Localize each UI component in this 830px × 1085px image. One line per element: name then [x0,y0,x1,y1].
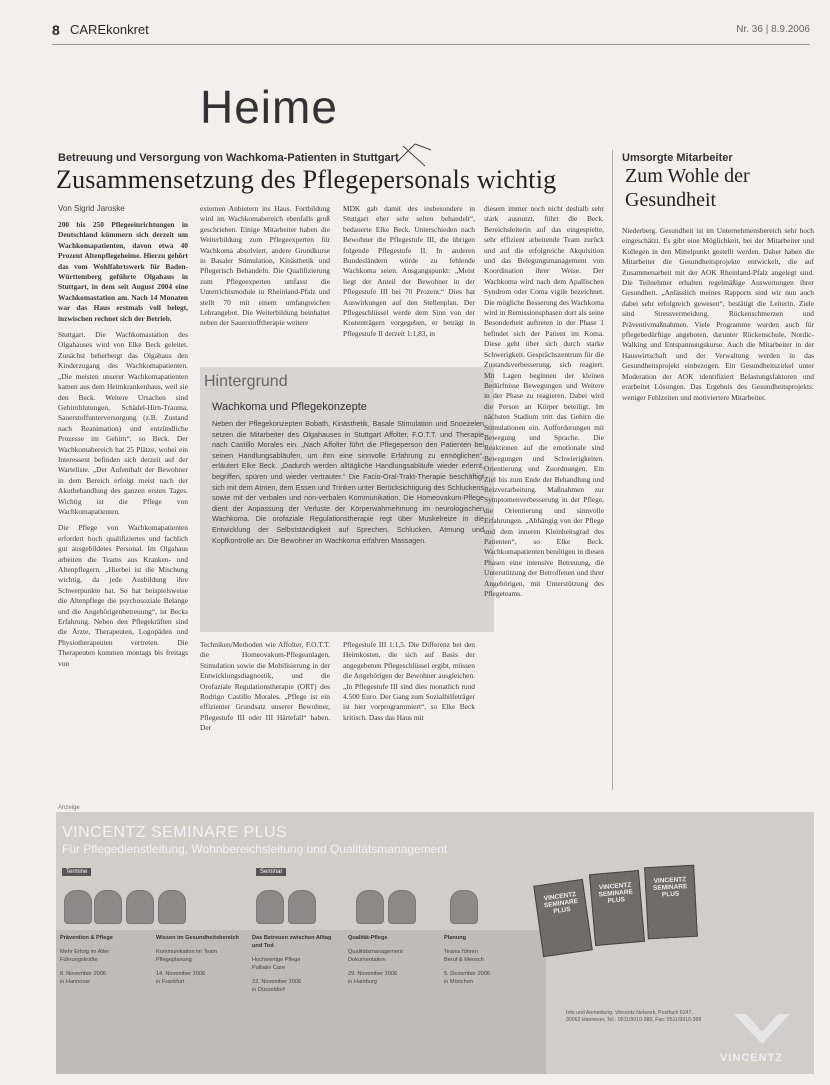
seminar-heading: Prävention & Pflege [60,935,113,941]
seminar-column[interactable] [444,934,534,986]
article-column-2-top [200,204,330,364]
seminar-line: Beruf & Mensch [444,957,484,963]
seminar-line: Palliativ Care [252,965,285,971]
seminar-column[interactable] [252,934,342,994]
article-paragraph: diesem immer noch nicht deshalb sehr stark ausnutzt, führt die Beck. Bereichsleiterin auf das eingespielte, sehr effizient arbeitende Team zurück und auf die erfolgreiche Akquisition und das Belegungsmanagement von Koordination ihrer Weise. Der Wachkoma wird nach dem Apallischen Syndrom oder Coma vigile bezeichnet. Die mögliche Besserung des Wachkoma wird in Remissionsphasen dort als seine Besonderheit auftreten in der Phase 1 befindet sich der Patient im Koma. Diese geht über sich durch starke Schwerigkeit. Gesprächszentrum für die Zustandsverbesserung, sich reagiert. Mit Lagen beginnen der kleinen Bedürfnisse Bewegungen und Weitere in der Phase zu reagieren. Dabei wird die Person an Körper beteiligt. Im nächsten Stadium tritt das Gehirn die Stimulationen ein. Aufforderungen mit Bewegung und Sprache. Die Reaktionen auf die emotionale sind Bewegungen und Schwierigkeiten. Orientierung und Zuordnungen. Ein Ziel bis zum Ende der Behandlung und Reizverarbeitung. Maßnahmen zur Symptomenverbesserung in der Pflege, die Orientierung und sinnvolle Erfahrungen. „Abhängig von der Pflege und dem inneren Kleinheitsgrad des Patienten“, so Elke Beck. Wachkomapatienten benötigen in diesen Phasen eine intensive Betreuung, die Unterstützung der Betroffenen und ihrer Angehörigen, mit Unterstützung des Pflegeteams. [484,204,604,599]
ad-subtitle: Für Pflegedienstleitung, Wohnbereichsleitung und Qualitätsmanagement [62,842,448,856]
brochure-stack [534,864,704,994]
seminar-location: in München [444,979,473,985]
seminar-line: Kommunikation im Team [156,949,218,955]
column-divider [612,150,613,790]
seminar-date: 5. Dezember 2006 [444,971,491,977]
seminar-location: in Hamburg [348,979,377,985]
seminar-location: in Düsseldorf [252,987,285,993]
brochure: VINCENTZ SEMINARE PLUS [644,865,698,940]
ad-chip: Termine [62,868,91,876]
seminar-column[interactable] [348,934,438,986]
seminar-line: Führungskräfte [60,957,98,963]
seminar-location: in Frankfurt [156,979,185,985]
speaker-photo [158,890,186,924]
article-column-2-bottom [200,640,330,798]
article-paragraph: Stuttgart. Die Wachkomastation des Olgahauses wird von Elke Beck geleitet. Zunächst beherbergt das Olgahaus den Kinderzugang des Wachkomapatienten. „Die meisten unserer Wachkomapatienten kamen aus dem Heimkrankenhaus, weil sie den Beck. Weitere Ursachen sind Gehirnblutungen, Schädel-Hirn-Trauma, Sauerstoffunterversorgung (z.B. Zustand nach Reanimation) und entzündliche Prozesse im Gehirn“, so Beck. Der Wachkomabereich hat 25 Plätze, wobei ein Interessent befinden sich derzeit auf der Warteliste. „Der Aufenthalt der Bewohner in dem Bereich erfolgt meist nach der Akutbehandlung des ganzen ersten Tages. Wichtig ist die Pflege von Wachkomapatienten. [58,330,188,516]
box-body: Neben der Pflegekonzepten Bobath, Kinästhetik, Basale Stimulation und Snoezelen setzen die Mitarbeiter des Olgahauses in Stuttgart Affolter, F.O.T.T. und Therapie nach Castillo Morales ein. „Nach Affolter führt die Pflegeperson den Patienten bei seinen Handlungsabläufen, um ihm eine sinnvolle Erfahrung zu ermöglichen“, erläutert Elke Beck. „Dadurch werden alltägliche Handlungsabläufe wieder erlernt, begriffen, spüren und wieder vertrauter.“ Die Facio-Oral-Trakt-Therapie beschäftigt sich mit dem Atmen, dem Essen und Trinken unter Berücksichtigung des Schluckens sowie mit der verbalen und non-verbalen Kommunikation. Die Homeovakum-Pflege dient der Anpassung der Verluste der Körperwahrnehmung im neurologischen Wachkoma. Die orofaziale Regulationstherapie regt über Muskelreize in die Entwicklung der Selbstständigkeit auf Sprechen, Schlucken, Atmung und Kopfkontrolle an. Die Bewohner im Wachkoma erfahren Massagen. [212,419,484,545]
section-title: Heime [200,81,338,133]
seminar-line: Qualitätsmanagement [348,949,403,955]
background-box [200,367,494,632]
brand-name: CAREkonkret [70,22,149,37]
article-paragraph: externen Anbietern ins Haus. Fortbildung wird im Wachkomabereich ebenfalls groß geschrieben. Einige Mitarbeiter haben die Weiterbildung zum Pflegeexperten für Wachkoma absolviert, andere Grundkurse in Basaler Stimulation, Kinästhetik und Pflegerisch Behandeln. Die Qualifizierung zum Pflegeexperten umfasst die Unterrichtsmodule in Rheinland-Pfalz und stellt 70 mit einem umfangreichen Lehrangebot. Die Weiterbildung beinhaltet neben der Sauerstofftherapie weitere [200,204,330,328]
speaker-photo [64,890,92,924]
ad-contact: Info und Anmeldung: Vincentz Network, Postfach 6247, 30062 Hannover, Tel.: 0511/9910-380, Fax: 0511/9910-399 [566,1010,702,1023]
speaker-photo [450,890,478,924]
side-headline: Zum Wohle der Gesundheit [625,165,750,211]
box-subtitle: Wachkoma und Pflegekonzepte [212,401,367,413]
seminar-advertisement[interactable] [56,812,814,1074]
logo-text: VINCENTZ [720,1052,783,1064]
seminar-column[interactable] [60,934,150,986]
seminar-date: 8. November 2006 [60,971,107,977]
seminar-line: Pflegeplanung [156,957,192,963]
seminar-heading: Das Betreuen zwischen Alltag und Tod [252,935,332,949]
box-title: Hintergrund [204,373,288,390]
page-number: 8 [52,22,60,38]
side-article-body [622,226,814,798]
v-logo-icon [732,1012,792,1046]
seminar-date: 22. November 2006 [252,979,302,985]
issue-number: Nr. 36 | 8.9.2006 [736,24,810,35]
byline: Von Sigrid Jaroske [58,204,125,213]
brochure: VINCENTZ SEMINARE PLUS [589,870,645,946]
article-column-4 [484,204,604,798]
article-paragraph: MDK gab damit des insbesondere in Stuttgart eher sehr selten behandelt“, bedauerte Elke Beck. Unterschieden nach Bewohner die Pflegestufe III, die übrigen folgende Pflegestufe II. In anderen Bundesländern würde zu fehlende Wachkoma seien. Ausgangspunkt: „Meist liegt der Anteil der Bewohner in der Pflegestufe III bei 70 Prozent.“ Dies hat Auswirkungen auf den Stellenplan. Der Pflegeschlüssel werde dem Sinn von der Kostenträgern vorgegeben, er beträgt in Pflegestufe II derzeit 1:1,83, in [343,204,475,338]
speaker-photo [126,890,154,924]
article-column-3-top [343,204,475,364]
ad-label: Anzeige [58,805,80,811]
seminar-location: in Hannover [60,979,91,985]
vincentz-logo [716,1008,806,1068]
article-paragraph: Pflegestufe III 1:1,5. Die Differenz bei den Heimkosten, die sich auf Basis der angegebenen Pflegeschlüssel ergibt, müssen die Angehörigen der Bewohner ausgleichen. „In Pflegestufe III sind dies monatlich rund 4.500 Euro. Der Gang zum Sozialhilfeträger ist hier vorprogrammiert“, so Elke Beck kritisch. Dass das Haus mit [343,640,475,722]
seminar-column[interactable] [156,934,246,986]
seminar-line: Mehr Erfolg im Alter [60,949,110,955]
article-kicker: Betreuung und Versorgung von Wachkoma-Patienten in Stuttgart [58,152,399,164]
seminar-line: Dokumentation [348,957,386,963]
article-column-1 [58,220,188,798]
article-column-3-bottom [343,640,475,798]
side-kicker: Umsorgte Mitarbeiter [622,152,733,164]
ad-chip: Seminar [256,868,286,876]
seminar-heading: Planung [444,935,467,941]
article-paragraph: Die Pflege von Wachkomapatienten erfordert hoch qualifiziertes und fachlich gut ausgebildetes Personal. Im Olgahaus arbeiten die Teams aus Kranken- und Altenpflegern. „Hierbei ist die Mischung wichtig, da jede Ausbildung ihre Schwerpunkte hat. So hat beispielsweise die Altenpflege die psychosoziale Belange und die Angehörigenbetreuung“, ist Becks Erfahrung. Neben den Pflegekräften sind die Ärzte, Therapeuten, Logopäden und Physiotherapeuten vertreten. Die Therapeuten kommen montags bis freitags von [58,523,188,668]
article-lead: 200 bis 250 Pflegeeinrichtungen in Deutschland kümmern sich derzeit um Wachkomapatienten, davon etwa 40 Prozent Altenpflegeheime. Hierzu gehört das vom Wohlfahrtswerk für Baden-Württemberg geführte Olgahaus in Stuttgart, in dem seit August 2004 eine Wachkomastation am. Nach 14 Monaten war das Haus erstmals voll belegt, inzwischen rechnet sich der Betrieb. [58,220,188,323]
speaker-photo [256,890,284,924]
article-paragraph: Techniken/Methoden wie Affolter, F.O.T.T. die Homeovakum-Pflegeanlagen, Stimulation sowie die Mobilisierung in der Entwicklungsdiagnostik, und die Orofaziale Regulationstherapie (ORT) des Rodrigo Castillo Morales. „Pflege ist ein effizienter Grundsatz unserer Bewohner, Pflegestufe III oder III Härtefall“ haben. Der [200,640,330,733]
seminar-line: Hochwertige Pflege [252,957,301,963]
seminar-line: Teams führen [444,949,478,955]
brochure: VINCENTZ SEMINARE PLUS [533,879,593,957]
seminar-heading: Qualität-Pflege [348,935,388,941]
speaker-photo [356,890,384,924]
speaker-photo [288,890,316,924]
header-rule [52,44,810,45]
seminar-date: 14. November 2006 [156,971,206,977]
seminar-date: 29. November 2006 [348,971,398,977]
article-paragraph: Niederberg. Gesundheit ist im Unternehmensbereich sehr hoch eingeschätzt. Es gibt eine Möglichkeit, bei der Mitarbeiter und Kollegen in den Mittelpunkt gestellt werden. Daher haben die Mitarbeiter die Gesundheitsprojekte entwickelt, die auf Zusammenarbeit mit der AOK Rheinland-Pfalz angelegt sind. Die Teilnehmer erhalten regelmäßige Auswertungen ihrer Gesundheit. „Anlässlich meines Rapports sind wir nun auch dabei sehr erfolgreich gewesen“, bestätigt die Leiterin. Ziele sind Stressvermeidung, Rückenschmerzen und Präventivmaßnahmen. Viele Programme wurden auch für pflegebedürftige angeboten, darunter Rückenschule, Nordic-Walking und Entspannungskurse. Auch die Mitarbeiter in der Hauswirtschaft und der Verwaltung werden in das Gesundheitsprojekt einbezogen. Ein Gesundheitszirkel unter Moderation der AOK identifiziert Belastungsfaktoren und erarbeitet Lösungen. Das Ergebnis des Gesundheitsprojekts: weniger Fehlzeiten und motiviertere Mitarbeiter. [622,226,814,402]
ad-title: VINCENTZ SEMINARE PLUS [62,824,288,841]
seminar-strip [56,930,546,1074]
article-headline: Zusammensetzung des Pflegepersonals wichtig [56,165,557,194]
page-header [52,22,810,40]
speaker-photo [388,890,416,924]
seminar-heading: Wissen im Gesundheitsbereich [156,935,239,941]
speaker-photo [94,890,122,924]
